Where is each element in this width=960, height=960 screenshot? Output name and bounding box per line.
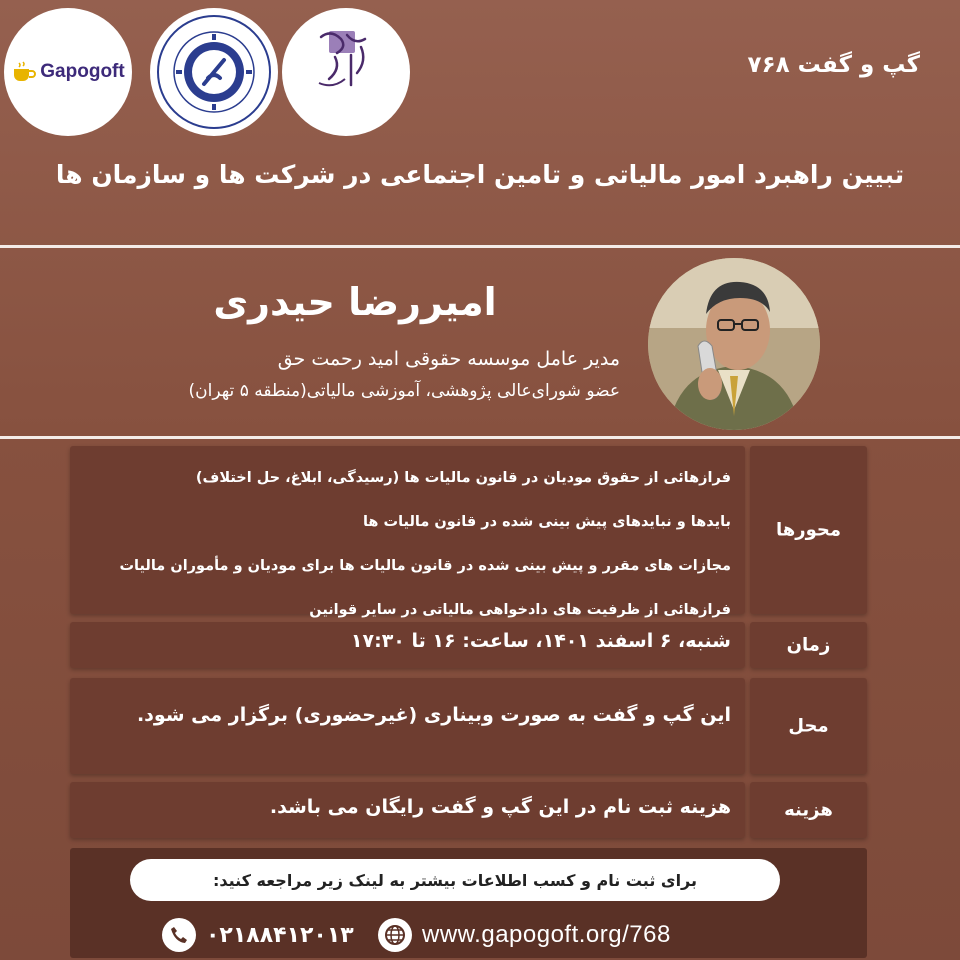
speaker-photo: [648, 258, 820, 430]
registration-cta: [130, 859, 780, 901]
divider-bottom: [0, 436, 960, 439]
phone-contact[interactable]: [162, 918, 354, 952]
time-label: زمان: [786, 634, 831, 656]
globe-icon: [378, 918, 412, 952]
place-label: محل: [788, 715, 829, 737]
place-value: این گپ و گفت به صورت وبیناری (غیرحضوری) برگزار می شود.: [136, 704, 731, 726]
phone-number[interactable]: ۰۲۱۸۸۴۱۲۰۱۳: [206, 922, 354, 948]
topic-item: فرازهائی از حقوق مودیان در قانون مالیات ها (رسیدگی، ابلاغ، حل اختلاف): [195, 470, 731, 486]
website-link[interactable]: [378, 918, 671, 952]
cup-icon: [11, 61, 37, 83]
time-value: شنبه، ۶ اسفند ۱۴۰۱، ساعت: ۱۶ تا ۱۷:۳۰: [350, 630, 731, 652]
omid-emblem-icon: [291, 17, 401, 127]
gapogoft-logo-text: Gapogoft: [40, 61, 125, 82]
topics-label-box: [750, 446, 867, 614]
website-url[interactable]: www.gapogoft.org/768: [422, 921, 671, 948]
fee-label-box: [750, 782, 867, 838]
speaker-name: امیررضا حیدری: [213, 280, 497, 324]
topics-content-box: [70, 446, 745, 618]
syndicate-logo: [150, 8, 278, 136]
omid-rahmat-hagh-logo: [282, 8, 410, 136]
fee-content-box: [70, 782, 745, 838]
fee-label: هزینه: [784, 799, 833, 821]
registration-cta-text: برای ثبت نام و کسب اطلاعات بیشتر به لینک زیر مراجعه کنید:: [212, 870, 698, 890]
divider-top: [0, 245, 960, 248]
event-title: تبیین راهبرد امور مالیاتی و تامین اجتماعی در شرکت ها و سازمان ها: [55, 160, 905, 189]
topic-item: مجازات های مقرر و پیش بینی شده در قانون مالیات ها برای مودیان و مأموران مالیات: [119, 558, 731, 574]
syndicate-emblem-icon: [154, 12, 274, 132]
time-label-box: [750, 622, 867, 668]
phone-icon: [162, 918, 196, 952]
gapogoft-logo: [4, 8, 132, 136]
fee-value: هزینه ثبت نام در این گپ و گفت رایگان می باشد.: [269, 796, 731, 818]
speaker-portrait-icon: [648, 258, 820, 430]
time-content-box: [70, 622, 745, 668]
topics-label: محورها: [775, 519, 841, 541]
topic-item: فرازهائی از ظرفیت های دادخواهی مالیاتی در سایر قوانین: [309, 602, 731, 618]
topics-list: [70, 446, 745, 632]
topic-item: بایدها و نبایدهای پیش بینی شده در قانون مالیات ها: [362, 514, 731, 530]
place-content-box: [70, 678, 745, 774]
place-label-box: [750, 678, 867, 774]
series-title: گپ و گفت ۷۶۸: [747, 52, 920, 78]
speaker-role-secondary: عضو شورای‌عالی پژوهشی، آموزشی مالیاتی(منطقه ۵ تهران): [188, 381, 620, 401]
speaker-role: مدیر عامل موسسه حقوقی امید رحمت حق: [277, 348, 620, 370]
